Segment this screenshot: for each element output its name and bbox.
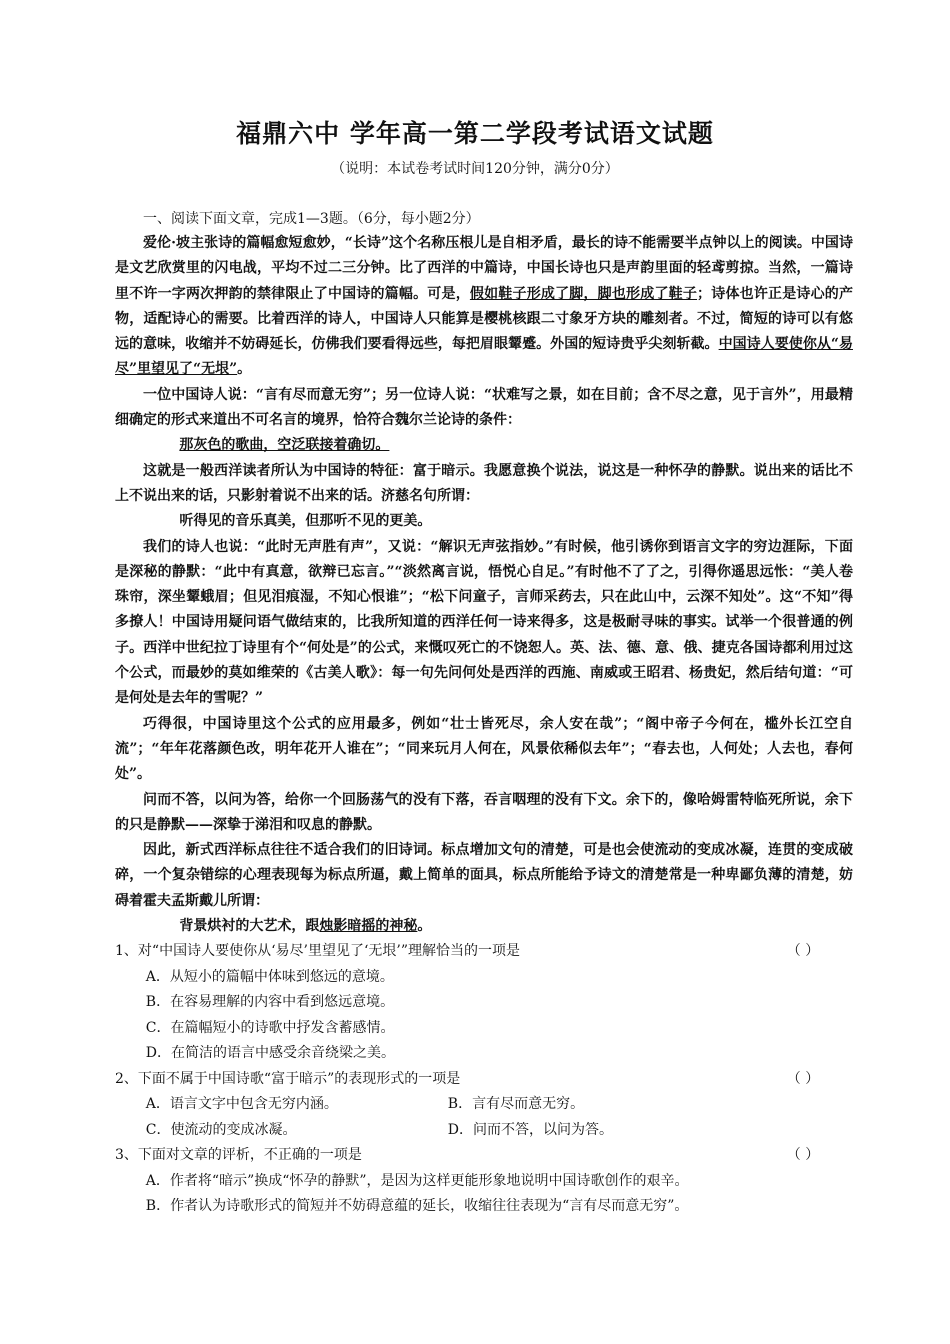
answer-blank: （ ） bbox=[786, 1070, 820, 1087]
passage-paragraph-6: 问而不答，以问为答，给你一个回肠荡气的没有下落，吞言咽理的没有下文。余下的，像哈姆雷特临死所说，余下的只是静默——深挚于涕泪和叹息的静默。 bbox=[115, 791, 853, 833]
question-2 bbox=[115, 1067, 853, 1144]
option-b: B．作者认为诗歌形式的简短并不妨碍意蕴的延长，收缩往往表现为“言有尽而意无穷”。 bbox=[145, 1198, 689, 1215]
quotation-2: 听得见的音乐真美，但那听不见的更美。 bbox=[179, 513, 432, 530]
quote-text: 。 bbox=[417, 918, 432, 935]
passage-paragraph-7: 因此，新式西洋标点往往不适合我们的旧诗词。标点增加文句的清楚，可是也会使流动的变成冰凝，连贯的变成破碎，一个复杂错综的心理表现每为标点所逼，戴上简单的面具，标点所能给予诗文的清楚常是一种卑鄙负薄的清楚，妨碍着霍夫孟斯戴儿所谓： bbox=[115, 842, 853, 909]
question-1 bbox=[115, 939, 853, 1067]
paragraph-text: ；诗体也许正是诗心的产物，适配诗心的需要。比着西洋的诗人，中国诗人只能算是樱桃核跟二寸象牙方块的雕刻者。不过，简短的诗可以有悠远的意味，收缩并不妨碍延长，仿佛我们要看得远些，每把眉眼颦蹙。外国的短诗贵乎尖刻斩截。 bbox=[115, 285, 854, 353]
option-a: A．作者将“暗示”换成“怀孕的静默”，是因为这样更能形象地说明中国诗歌创作的艰辛。 bbox=[145, 1172, 689, 1189]
option-c: C．在篇幅短小的诗歌中抒发含蓄感情。 bbox=[145, 1019, 395, 1036]
underlined-quote: 那灰色的歌曲，空泛联接着确切。 bbox=[179, 437, 390, 454]
question-stem: 3、下面对文章的评析，不正确的一项是 bbox=[115, 1147, 362, 1164]
paragraph-text: 。 bbox=[237, 361, 252, 378]
option-d: D．在简洁的语言中感受余音绕梁之美。 bbox=[145, 1045, 396, 1062]
underlined-quote: 烛影暗摇的神秘 bbox=[319, 918, 418, 935]
page-title: 福鼎六中 学年高一第二学段考试语文试题 bbox=[236, 119, 714, 148]
section-heading: 一、阅读下面文章，完成1—3题。（6分，每小题2分） bbox=[143, 211, 480, 227]
underlined-key-sentence: 中国诗人要使你从“易尽”里望见了“无垠” bbox=[115, 336, 853, 378]
answer-blank: （ ） bbox=[786, 1147, 820, 1164]
passage-paragraph-3: 这就是一般西洋读者所认为中国诗的特征：富于暗示。我愿意换个说法，说这是一种怀孕的静默。说出来的话比不上不说出来的话，只影射着说不出来的话。济慈名句所谓： bbox=[115, 462, 853, 504]
passage-paragraph-1 bbox=[115, 231, 853, 383]
option-b: B．言有尽而意无穷。 bbox=[447, 1096, 585, 1113]
option-d: D．问而不答，以问为答。 bbox=[447, 1121, 614, 1138]
paragraph-text: 爱伦·坡主张诗的篇幅愈短愈妙，“长诗”这个名称压根儿是自相矛盾，最长的诗不能需要半点钟以上的阅读。中国诗是文艺欣赏里的闪电战，平均不过二三分钟。比了西洋的中篇诗，中国长诗也只是声韵里面的轻鸢剪掠。当然，一篇诗里不许一字两次押韵的禁律限止了中国诗的篇幅。可是， bbox=[115, 235, 853, 302]
option-a: A．从短小的篇幅中体味到悠远的意境。 bbox=[145, 968, 394, 985]
exam-body bbox=[115, 207, 853, 1220]
option-a: A．语言文字中包含无穷内涵。 bbox=[145, 1096, 338, 1113]
option-b: B．在容易理解的内容中看到悠远意境。 bbox=[145, 994, 395, 1011]
passage-paragraph-4: 我们的诗人也说：“此时无声胜有声”，又说：“解识无声弦指妙。”有时候，他引诱你到语言文字的穷边涯际，下面是深秘的静默：“此中有真意，欲辩已忘言。”“淡然离言说，悟悦心自足。”有时他不了了之，引得你遥思远怅：“美人卷珠帘，深坐颦蛾眉；但见泪痕湿，不知心恨谁”；“松下问童子，言师采药去，只在此山中，云深不知处”。这“不知”得多撩人！中国诗用疑问语气做结束的，比我所知道的西洋任何一诗来得多，这是极耐寻味的事实。试举一个很普通的例子。西洋中世纪拉丁诗里有个“何处是”的公式，来慨叹死亡的不饶恕人。英、法、德、意、俄、捷克各国诗都利用过这个公式，而最妙的莫如维荣的《古美人歌》：每一句先问何处是西洋的西施、南威或王昭君、杨贵妃，然后结句道：“可是何处是去年的雪呢？” bbox=[115, 538, 853, 707]
underlined-phrase: 假如鞋子形成了脚，脚也形成了鞋子 bbox=[469, 285, 698, 302]
passage-paragraph-5: 巧得很，中国诗里这个公式的应用最多，例如“壮士皆死尽，余人安在哉”；“阁中帝子今何在，槛外长江空自流”；“年年花落颜色改，明年花开人谁在”；“同来玩月人何在，风景依稀似去年”；“春去也，人何处；人去也，春何处”。 bbox=[115, 715, 853, 783]
quotation-3 bbox=[115, 914, 853, 939]
question-3 bbox=[115, 1143, 853, 1220]
answer-blank: （ ） bbox=[786, 943, 820, 960]
option-c: C．使流动的变成冰凝。 bbox=[145, 1121, 297, 1138]
quotation-1 bbox=[115, 433, 853, 458]
question-stem: 1、对“中国诗人要使你从‘易尽’里望见了‘无垠’”理解恰当的一项是 bbox=[115, 943, 521, 960]
exam-instructions: （说明：本试卷考试时间120分钟，满分0分） bbox=[331, 161, 619, 177]
quote-text: 背景烘衬的大艺术，跟 bbox=[179, 918, 320, 935]
question-stem: 2、下面不属于中国诗歌“富于暗示”的表现形式的一项是 bbox=[115, 1070, 461, 1087]
passage-paragraph-2: 一位中国诗人说：“言有尽而意无穷”；另一位诗人说：“状难写之景，如在目前；含不尽之意，见于言外”，用最精细确定的形式来道出不可名言的境界，恰符合魏尔兰论诗的条件： bbox=[115, 386, 853, 429]
